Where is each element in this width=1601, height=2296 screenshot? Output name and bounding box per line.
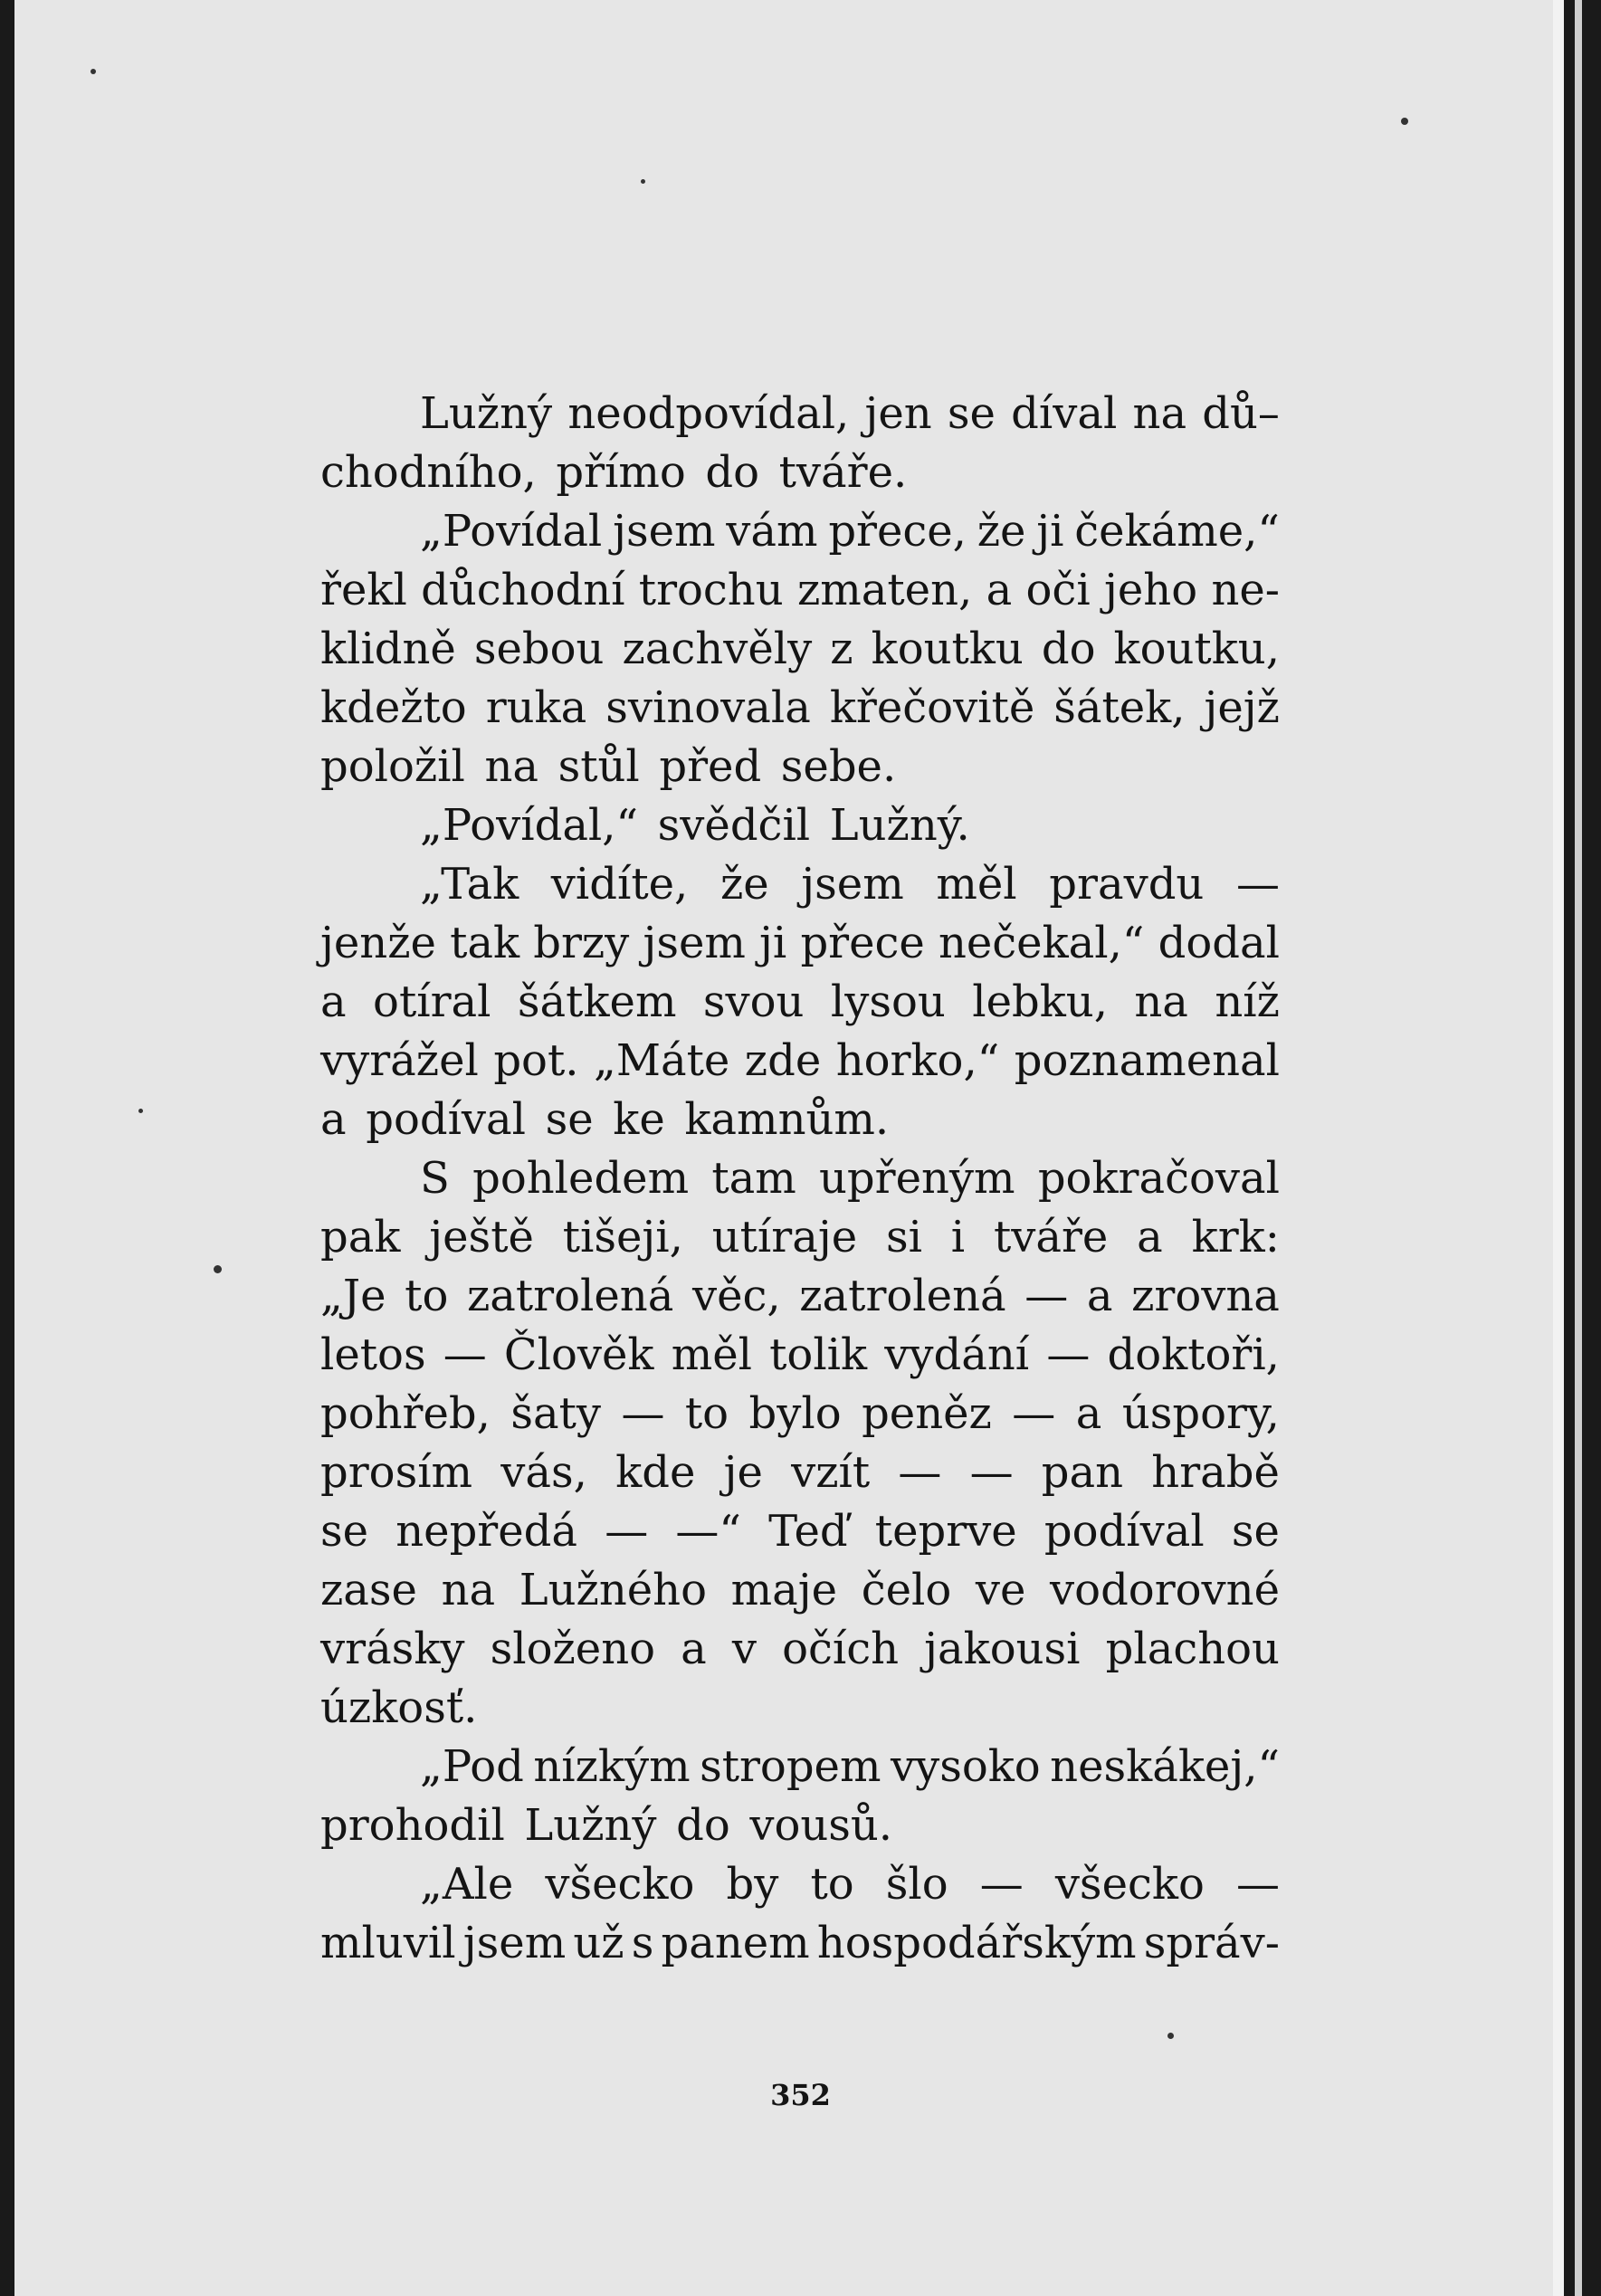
dust-speck: [641, 179, 645, 184]
dust-speck: [214, 1265, 222, 1273]
text-line: klidně sebou zachvěly z koutku do koutku,: [320, 624, 1280, 674]
text-line: se nepředá — —“ Teď teprve podíval se: [320, 1506, 1280, 1557]
text-line: úzkosť.: [320, 1682, 478, 1733]
dust-speck: [91, 69, 96, 74]
text-line: a otíral šátkem svou lysou lebku, na níž: [320, 977, 1280, 1027]
text-line: položil na stůl před sebe.: [320, 741, 897, 792]
dust-speck: [138, 1109, 143, 1113]
text-line: vyrážel pot. „Máte zde horko,“ poznamenal: [320, 1035, 1280, 1086]
page-edge-shadow: [1575, 0, 1582, 2296]
text-line: pohřeb, šaty — to bylo peněz — a úspory,: [320, 1388, 1280, 1439]
text-line: a podíval se ke kamnům.: [320, 1094, 890, 1145]
text-line: „Pod nízkým stropem vysoko neskákej,“: [420, 1741, 1280, 1792]
text-line: prohodil Lužný do vousů.: [320, 1800, 893, 1851]
text-line: „Ale všecko by to šlo — všecko —: [420, 1859, 1280, 1910]
text-line: chodního, přímo do tváře.: [320, 447, 908, 498]
text-line: pak ještě tišeji, utíraje si i tváře a krk:: [320, 1212, 1280, 1262]
text-line: řekl důchodní trochu zmaten, a oči jeho ne-: [320, 565, 1280, 615]
text-line: letos — Člověk měl tolik vydání — doktoři,: [320, 1329, 1280, 1380]
text-line: zase na Lužného maje čelo ve vodorovné: [320, 1565, 1280, 1615]
text-line: vrásky složeno a v očích jakousi plachou: [320, 1624, 1280, 1674]
dust-speck: [1167, 2033, 1174, 2039]
text-line: S pohledem tam upřeným pokračoval: [420, 1153, 1280, 1204]
text-line: Lužný neodpovídal, jen se díval na dů–: [420, 388, 1280, 439]
text-line: mluvil jsem už s panem hospodářským správ-: [320, 1918, 1280, 1968]
dust-speck: [1401, 118, 1408, 125]
text-line: kdežto ruka svinovala křečovitě šátek, jejž: [320, 682, 1280, 733]
page-number: 352: [770, 2078, 831, 2112]
text-line: jenže tak brzy jsem ji přece nečekal,“ dodal: [320, 918, 1280, 968]
page-edge: [1553, 0, 1564, 2296]
text-line: prosím vás, kde je vzít — — pan hrabě: [320, 1447, 1280, 1498]
text-line: „Povídal jsem vám přece, že ji čekáme,“: [420, 506, 1280, 557]
body-text: [320, 385, 1280, 1973]
text-line: „Povídal,“ svědčil Lužný.: [420, 800, 970, 851]
text-line: „Tak vidíte, že jsem měl pravdu —: [420, 859, 1280, 910]
text-line: „Je to zatrolená věc, zatrolená — a zrovna: [320, 1271, 1280, 1321]
